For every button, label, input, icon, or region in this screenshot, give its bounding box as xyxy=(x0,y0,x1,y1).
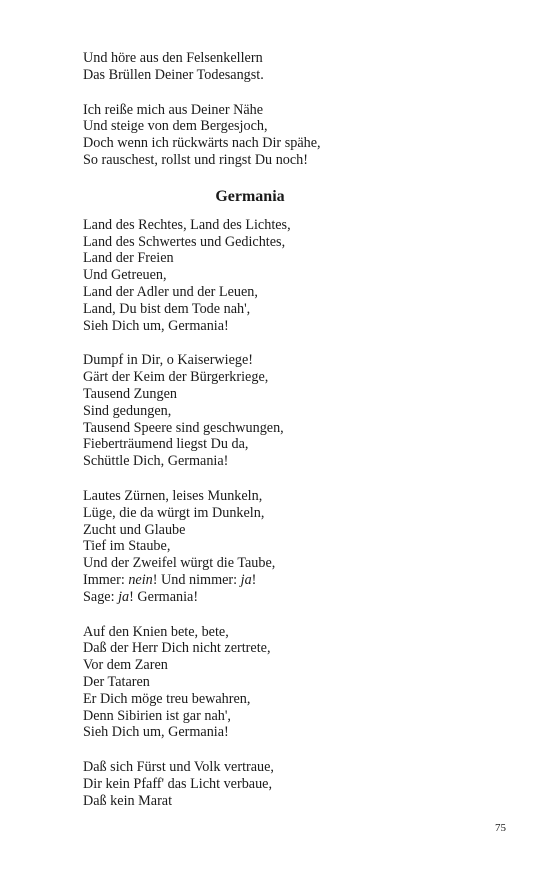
verse-line: Fieberträumend liegst Du da, xyxy=(83,436,249,453)
stanza xyxy=(83,624,483,742)
verse-line: Auf den Knien bete, bete, xyxy=(83,623,229,640)
verse-line: Tausend Speere sind geschwungen, xyxy=(83,419,284,436)
verse-line: Gärt der Keim der Bürgerkriege, xyxy=(83,369,269,386)
verse-line: Vor dem Zaren xyxy=(83,657,168,674)
verse-text: ! Germania! xyxy=(129,588,199,605)
page-number: 75 xyxy=(495,822,506,834)
verse-line: Und Getreuen, xyxy=(83,267,167,284)
verse-line: Sind gedungen, xyxy=(83,402,172,419)
verse-line: Land der Freien xyxy=(83,250,174,267)
verse-line: Dir kein Pfaff' das Licht verbaue, xyxy=(83,775,273,792)
emphasis-ja: ja xyxy=(240,571,252,588)
stanza xyxy=(83,217,483,335)
verse-line: Daß kein Marat xyxy=(83,792,173,809)
verse-text: ! xyxy=(251,571,257,588)
verse-line: Schüttle Dich, Germania! xyxy=(83,453,229,470)
verse-line: Der Tataren xyxy=(83,673,150,690)
verse-line: Denn Sibirien ist gar nah', xyxy=(83,707,231,724)
stanza xyxy=(83,352,483,470)
verse-line: Land der Adler und der Leuen, xyxy=(83,283,258,300)
verse-line: Er Dich möge treu bewahren, xyxy=(83,690,251,707)
verse-line: Land des Rechtes, Land des Lichtes, xyxy=(83,216,291,233)
stanza xyxy=(83,102,483,169)
verse-line: Land des Schwertes und Gedichtes, xyxy=(83,233,286,250)
verse-line xyxy=(83,589,483,606)
verse-line: Doch wenn ich rückwärts nach Dir spähe, xyxy=(83,135,321,152)
stanza xyxy=(83,759,483,809)
verse-line: Tausend Zungen xyxy=(83,385,177,402)
poem-title: Germania xyxy=(215,187,285,205)
verse-line: Daß sich Fürst und Volk vertraue, xyxy=(83,759,274,776)
verse-line: Zucht und Glaube xyxy=(83,521,186,538)
verse-line: Daß der Herr Dich nicht zertrete, xyxy=(83,640,271,657)
verse-line: Das Brüllen Deiner Todesangst. xyxy=(83,66,264,83)
verse-line: Und höre aus den Felsenkellern xyxy=(83,50,263,66)
verse-text: ! Und nimmer: xyxy=(152,571,241,588)
verse-line: Und steige von dem Bergesjoch, xyxy=(83,118,268,135)
verse-line: Land, Du bist dem Tode nah', xyxy=(83,300,251,317)
verse-line: Lüge, die da würgt im Dunkeln, xyxy=(83,504,265,521)
stanza xyxy=(83,488,483,606)
verse-line: Sieh Dich um, Germania! xyxy=(83,724,229,741)
verse-text: Sage: xyxy=(83,588,119,605)
emphasis-nein: nein xyxy=(128,571,153,588)
verse-line: Tief im Staube, xyxy=(83,538,171,555)
verse-line xyxy=(83,572,483,589)
verse-line: Lautes Zürnen, leises Munkeln, xyxy=(83,487,263,504)
verse-line: Sieh Dich um, Germania! xyxy=(83,317,229,334)
page-content xyxy=(83,50,483,827)
verse-line: So rauschest, rollst und ringst Du noch! xyxy=(83,151,309,168)
verse-text: Immer: xyxy=(83,571,129,588)
stanza xyxy=(83,50,483,84)
verse-line: Ich reiße mich aus Deiner Nähe xyxy=(83,101,264,118)
verse-line: Und der Zweifel würgt die Taube, xyxy=(83,555,276,572)
verse-line: Dumpf in Dir, o Kaiserwiege! xyxy=(83,352,254,369)
emphasis-ja: ja xyxy=(118,588,130,605)
